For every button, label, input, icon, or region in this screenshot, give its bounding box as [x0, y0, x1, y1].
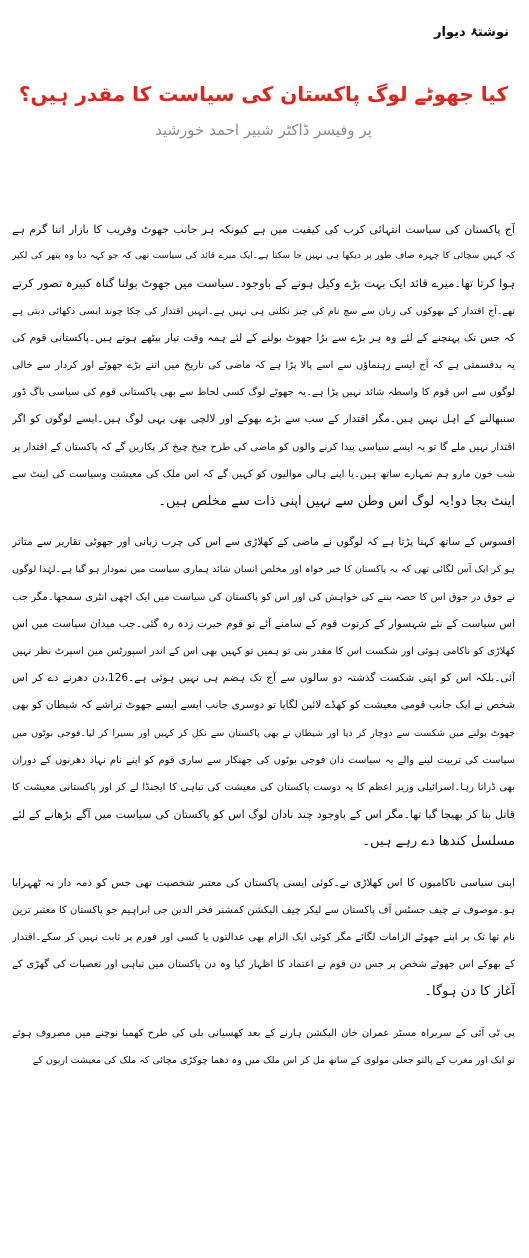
paragraph-line: سنبھالنے کے اہل نہیں ہیں۔مگر اقتدار کے سب سے بڑے بھوکے اور لالچی بھی یہی لوگ ہیں۔ایسے لوگوں کو اگر [12, 413, 515, 426]
paragraph-line: جھوٹ بولنے میں شکست سے دوچار کر دیا اور شیطان نے بھی پاکستان سے نکل کر کہیں اور بسیرا کر لیا۔فوجی بوٹوں میں [12, 727, 515, 739]
paragraph-line: آئی۔بلکہ اس کو اپنی شکست گذشتہ دو سالوں سے آج تک ہضم ہی نہیں ہوئی ہے۔126،دن دھرنے دے کر اس [12, 672, 515, 685]
paragraph-line: کہ کہیں سچائی کا چہرہ صاف طور پر دیکھا ہی نہیں جا سکتا ہے۔ایک میرے قائد کی سیاست تھی کہ جو کہہ دیا وہ پتھر کی لکیر [12, 251, 515, 262]
paragraph-line: افسوس کے ساتھ کہنا پڑتا ہے کہ لوگوں نے ماضی کے کھلاڑی سے اس کی چرب زبانی اور جھوٹی تقاریر سے متاثر [12, 536, 515, 549]
paragraph-line: آج پاکستان کی سیاست انتہائی کرب کی کیفیت میں ہے کیونکہ ہر جانب جھوٹ وفریب کا بازار اتنا گرم ہے [12, 223, 515, 236]
article-paragraph [12, 529, 515, 855]
paragraph-line: آغاز کا دن ہوگا۔ [424, 984, 515, 1000]
paragraph-line: ہو۔موصوف نے چیف جسٹس آف پاکستان سے لیکر چیف الیکشن کمشنر فخر الدین جی ابراہیم جو پاکستان کا معتبر ترین [12, 904, 515, 916]
article-headline: کیا جھوٹے لوگ پاکستان کی سیاست کا مقدر ہیں؟ [18, 82, 509, 106]
paragraph-line: لوگوں سے اس قوم کا واسطہ شائد نہیں پڑا ہے۔یہ جھوٹے لوگ کسی لحاظ سے بھی پاکستانی قوم کی سیاسی باگ ڈور [12, 387, 515, 399]
author-byline: پر وفیسر ڈاکٹر شبیر احمد خورشید [155, 121, 372, 139]
article-body [12, 216, 515, 1074]
paragraph-line: کے بھوکے اس جھوٹے شخص پر جس دن قوم نے اعتماد کا اظہار کیا وہ دن پاکستان میں تباہی اور تعصبات کی گھڑی کے [12, 959, 515, 971]
paragraph-line: نام تھا تک پر اپنے جھوٹے الزامات لگائے مگر کوئی ایک الزام بھی عدالتوں یا کسی اور فورم پر ثابت نہیں کر سکے۔اقتدار [12, 932, 515, 944]
paragraph-line: کھلاڑی کو ناکامی ہوئی اور شکست اس کا مقدر بنی تو ہمیں تو کہیں بھی اس کے اندر اسپورٹس مین اسپرٹ نظر نہیں [12, 646, 515, 658]
paragraph-line: شخص نے ایک جانب قومی معیشت کو کھڈے لائین لگایا تو دوسری جانب ایسے ایسے جھوٹ تراشے کہ شیطان کو بھی [12, 699, 515, 712]
paragraph-line: اقتدار نہیں ملے گا تو یہ ایسے سیاسی پیدا کرنے والوں کو ماضی کی طرح چیخ چیخ کر پکاریں گے کہ پاکستان کے اقتدار پر [12, 441, 515, 453]
paragraph-line: نے جوق در جوق اس کا حصہ بننے کی خواہش کی اور اس کو پاکستان کی سیاست میں ایک اچھی انٹری سمجھا۔مگر جب [12, 591, 515, 603]
article-paragraph [12, 216, 515, 515]
paragraph-line: قاتل بنا کر بھیجا گیا تھا۔مگر اس کے باوجود چند نادان لوگ اس کو پاکستان کی سیاست میں آگے بڑھانے کے لئے [12, 808, 515, 822]
paragraph-line: مسلسل کندھا دے رہے ہیں۔ [362, 834, 515, 850]
paragraph-line: ہوا کرتا تھا۔میرے قائد ایک بہت بڑے وکیل ہونے کے باوجود۔سیاست میں جھوٹ بولنا گناہ کبیرہ تصور کرتے [12, 276, 515, 291]
paragraph-line: ہو کر ایک آس لگائی تھی کہ یہ پاکستان کا خیر خواہ اور مخلص انسان شائد ہماری سیاست میں نمودار ہو گیا ہے۔لہٰذا لوگوں [12, 564, 515, 576]
column-label: نوشتۂ دیوار [434, 25, 509, 40]
paragraph-line: شب خون مارو ہم تمہارے ساتھ ہیں۔یا اپنے ہالی موالیوں کو کہیں گے کہ اس ملک کی معیشت وسیاست کی اینٹ سے [12, 468, 515, 480]
paragraph-line: سیاست کی تربیت لینے والے یہ سیاست دان فوجی بوٹوں کی جھنکار سے ساری قوم کو اپنے نام نہاد دھرنوں کے دوران [12, 754, 515, 766]
paragraph-line: بھی ڈراتا رہا۔اسرائیلی وزیر اعظم کا یہ دوست پاکستان کی معیشت کی تباہی کا ایجنڈا لے کر اور پاکستانی معیشت کا [12, 782, 515, 794]
paragraph-line: یہ بدقسمتی ہے کہ آج ایسے رہنماؤں سے اسے پالا پڑا ہے کہ ماضی کی تاریخ میں اتنے بڑے جھوٹے اور کردار سے خالی [12, 360, 515, 372]
paragraph-line: اینٹ بجا دو!یہ لوگ اس وطن سے نہیں اپنی ذات سے مخلص ہیں۔ [158, 494, 515, 510]
article-paragraph [12, 870, 515, 1006]
paragraph-line: کہ جس تک پہنچنے کے لئے وہ ہر بڑے سے بڑا جھوٹ بولنے کے لئے ہمہ وقت تیار بیٹھے ہوتے ہیں۔پاکستانی قوم کی [12, 331, 515, 344]
paragraph-line: تھے۔آج اقتدار کے بھوکوں کی زبان سے سچ نام کی چیز نکلتی ہی نہیں ہے۔انہیں اقتدار کی چکا چوند ایسی دکھائی دیتی ہے [12, 305, 515, 317]
article-paragraph [12, 1020, 515, 1074]
paragraph-line: اس سیاست کے نئے شہسوار کے کرتوت قوم کے سامنے آئے تو قوم حیرت زدہ رہ گئی۔جب میدان سیاست میں اس [12, 617, 515, 630]
paragraph-line: پی ٹی آئی کے سربراہ مسٹر عمران خان الیکشن ہارنے کے بعد کھسیانی بلی کی طرح کھمبا نوچنے میں مصروف ہوئے [12, 1027, 515, 1039]
paragraph-line: اپنی سیاسی ناکامیوں کا اس کھلاڑی نے۔کوئی ایسی پاکستان کی معتبر شخصیت تھی جس کو ذمہ دار نہ ٹھہرایا [12, 876, 515, 889]
paragraph-line: تو ایک اور مغرب کے پالتو جعلی مولوی کے ساتھ مل کر اس ملک میں وہ دھما چوکڑی مچائی کہ ملک کی معیشت اربوں کے [32, 1054, 515, 1066]
